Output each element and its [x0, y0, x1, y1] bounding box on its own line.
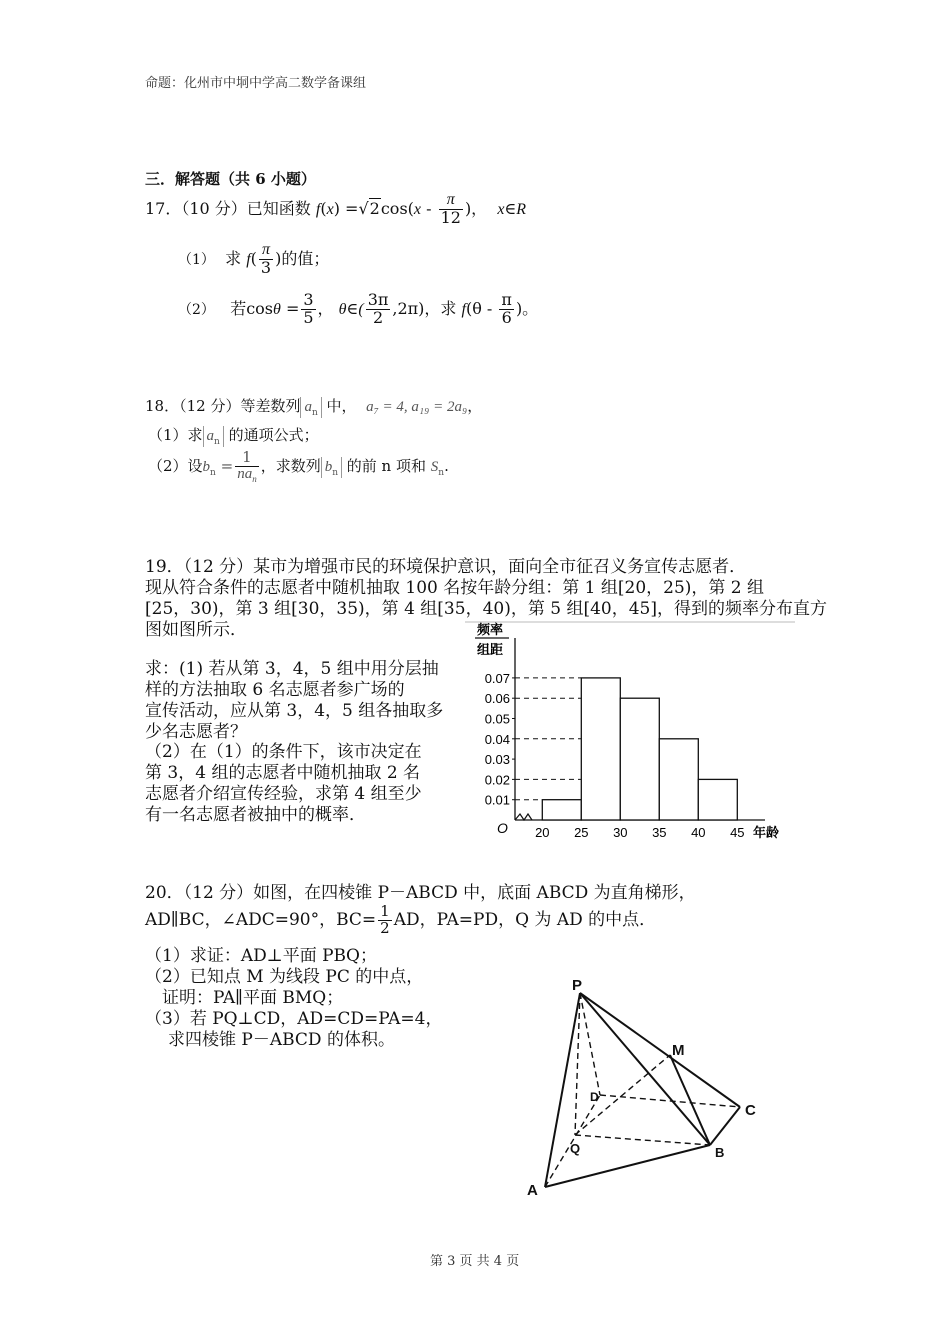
q20-part-3a: （3）若 PQ⊥CD，AD=CD=PA=4， [145, 1009, 443, 1029]
edge-BC [710, 1107, 740, 1145]
frequency-histogram [465, 620, 795, 845]
y-axis-label-bottom: 组距 [477, 642, 504, 657]
edge-MB [670, 1055, 710, 1145]
q20-line-2: AD∥BC，∠ADC=90°，BC= $\frac{1}{2}$ AD，PA=PD，Q 为 AD 的中点． [145, 902, 657, 937]
y-axis-label-top: 频率 [477, 622, 504, 637]
q17-stem: 17．（10 分）已知函数 f(x) =√2cos(x - $\frac{\pi}{12}$ )， x∈R [145, 191, 527, 227]
q18-stem: 18．（12 分）等差数列 $a_n$ 中， a₇ = 4, a₁₉ = 2a₉， [145, 397, 483, 418]
histogram-bar [698, 779, 737, 820]
q19-ask-1: 求：(1) 若从第 3，4，5 组中用分层抽 [145, 659, 439, 679]
q19-ask-5: （2）在（1）的条件下，该市决定在 [145, 742, 422, 762]
page-footer: 第 3 页 共 4 页 [430, 1254, 520, 1269]
label-D: D [590, 1090, 599, 1104]
edge-PC [580, 993, 740, 1107]
q19-ask-2: 样的方法抽取 6 名志愿者参广场的 [145, 680, 405, 700]
x-axis-break [515, 814, 532, 820]
label-Q: Q [570, 1141, 581, 1156]
q19-line-3: [25，30)，第 3 组[30，35)，第 4 组[35，40)，第 5 组[40，45]，得到的频率分布直方 [145, 599, 827, 619]
q19-ask-3: 宣传活动，应从第 3，4，5 组各抽取多 [145, 701, 444, 721]
q19-ask-8: 有一名志愿者被抽中的概率． [145, 805, 366, 825]
y-tick-label: 0.03 [484, 752, 510, 768]
q18-part1: （1）求 $a_n$ 的通项公式； [148, 426, 319, 447]
q20-line-1: 20．（12 分）如图，在四棱锥 P－ABCD 中，底面 ABCD 为直角梯形， [145, 883, 696, 903]
edge-PB [580, 993, 710, 1145]
section-title: 三．解答题（共 6 小题） [145, 170, 316, 188]
y-tick-label: 0.02 [484, 772, 510, 788]
q19-ask-6: 第 3，4 组的志愿者中随机抽取 2 名 [145, 763, 421, 783]
q17-part2: （2） 若cosθ = $\frac{3}{5}$ ， θ∈( $\frac{3\pi}{2}$ ,2π)，求 f(θ - $\frac{\pi}{6}$ )。 [178, 290, 539, 327]
label-P: P [572, 977, 583, 994]
q19-ask-4: 少名志愿者？ [145, 722, 247, 742]
y-tick-label: 0.01 [484, 792, 510, 808]
y-tick-label: 0.04 [484, 731, 510, 747]
origin-label: O [497, 820, 508, 836]
edge-QB [575, 1135, 710, 1145]
x-tick-label: 25 [574, 825, 589, 840]
x-tick-label: 45 [730, 825, 745, 840]
q20-part-2a: （2）已知点 M 为线段 PC 的中点， [145, 967, 424, 987]
q19-line-1: 19．（12 分）某市为增强市民的环境保护意识，面向全市征召义务宣传志愿者． [145, 557, 747, 577]
q19-line-2: 现从符合条件的志愿者中随机抽取 100 名按年龄分组：第 1 组[20，25)，第 2 组 [145, 578, 765, 598]
label-B: B [715, 1145, 725, 1160]
histogram-bar [620, 698, 659, 820]
x-tick-label: 30 [613, 825, 628, 840]
x-axis-label: 年龄 [753, 825, 780, 840]
y-tick-label: 0.07 [484, 670, 510, 686]
page-header: 命题：化州市中垌中学高二数学备课组 [145, 76, 367, 91]
q20-part-3b: 求四棱锥 P－ABCD 的体积。 [168, 1030, 395, 1050]
label-C: C [745, 1102, 756, 1119]
x-tick-label: 40 [691, 825, 706, 840]
y-tick-label: 0.05 [484, 711, 510, 727]
histogram-bar [542, 800, 581, 820]
pyramid-figure [515, 975, 775, 1205]
y-tick-label: 0.06 [484, 691, 510, 707]
x-tick-label: 35 [652, 825, 667, 840]
q17-part1: （1） 求 f( $\frac{\pi}{3}$ )的值； [178, 241, 330, 277]
q19-line-4: 图如图所示． [145, 620, 247, 640]
x-tick-label: 20 [535, 825, 550, 840]
q18-part2: （2）设$b_n$ = $\frac{1}{na_n}$ ，求数列 $b_n$ 的前 n 项和 $S_n$. [148, 448, 449, 484]
label-A: A [527, 1182, 538, 1199]
q19-ask-7: 志愿者介绍宣传经验，求第 4 组至少 [145, 784, 422, 804]
histogram-bar [659, 739, 698, 820]
label-M: M [672, 1042, 685, 1059]
q20-part-2b: 证明：PA∥平面 BMQ； [162, 988, 344, 1008]
histogram-bar [581, 678, 620, 820]
edge-PD [580, 993, 600, 1095]
q20-part-1: （1）求证：AD⊥平面 PBQ； [145, 946, 377, 966]
